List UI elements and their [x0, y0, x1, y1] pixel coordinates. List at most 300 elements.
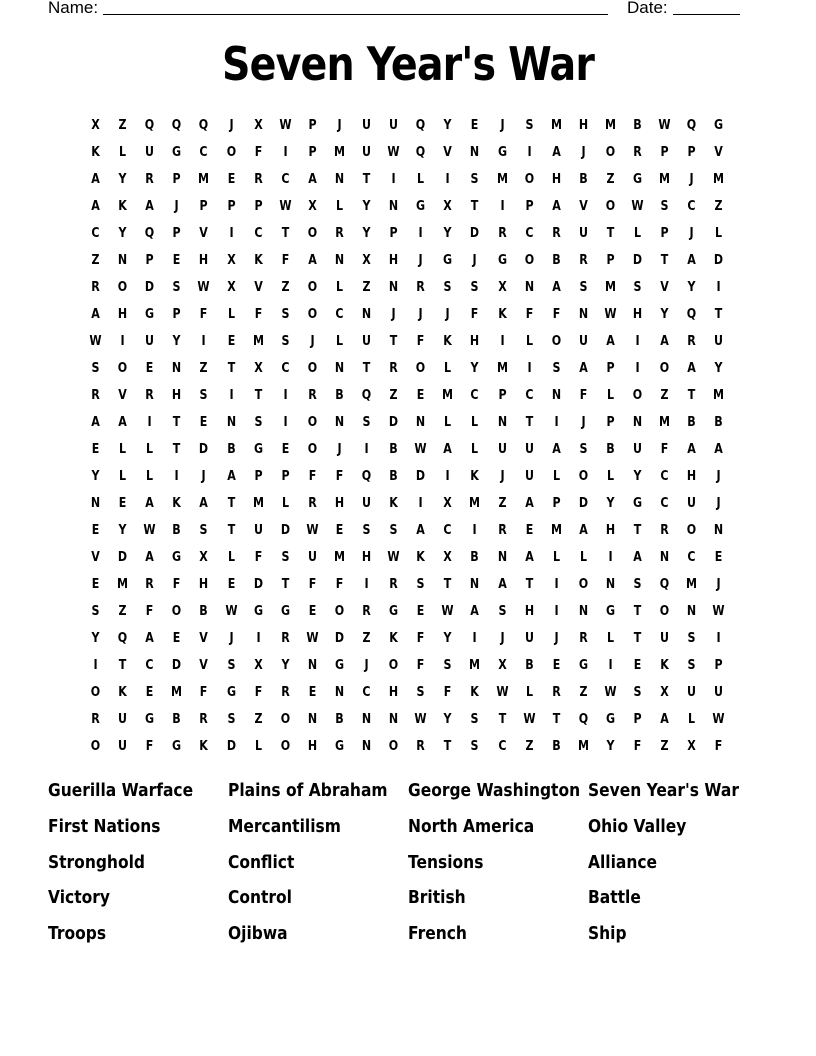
grid-letter: E: [308, 604, 317, 619]
grid-letter: R: [335, 226, 344, 241]
grid-letter: N: [524, 280, 534, 295]
grid-letter: Z: [91, 253, 100, 268]
grid-letter: U: [524, 469, 534, 484]
grid-letter: M: [686, 577, 698, 592]
grid-letter: G: [605, 712, 615, 727]
grid-letter: O: [524, 172, 534, 187]
grid-letter: I: [174, 469, 179, 484]
grid-letter: K: [91, 145, 100, 160]
grid-letter: F: [552, 307, 560, 322]
grid-letter: U: [362, 118, 371, 133]
grid-letter: P: [172, 307, 181, 322]
grid-letter: B: [551, 253, 561, 268]
grid-letter: B: [226, 442, 236, 457]
grid-letter: J: [499, 631, 505, 646]
grid-letter: N: [388, 280, 399, 295]
grid-letter: M: [117, 577, 129, 592]
grid-letter: N: [659, 550, 670, 565]
grid-letter: D: [145, 280, 155, 295]
grid-letter: B: [551, 739, 561, 754]
grid-letter: C: [660, 469, 669, 484]
grid-letter: N: [687, 604, 697, 619]
grid-letter: Z: [118, 604, 127, 619]
word-list-item: Conflict: [228, 851, 295, 873]
grid-letter: E: [633, 658, 642, 673]
name-label: Name:: [48, 0, 99, 17]
grid-letter: F: [308, 469, 317, 484]
grid-letter: A: [551, 199, 561, 214]
grid-letter: I: [445, 172, 450, 187]
grid-letter: J: [716, 496, 721, 511]
grid-letter: S: [281, 334, 290, 349]
grid-letter: N: [334, 685, 345, 700]
grid-letter: G: [145, 307, 155, 322]
grid-letter: S: [687, 658, 696, 673]
grid-letter: P: [633, 712, 642, 727]
grid-letter: E: [227, 577, 235, 592]
grid-letter: L: [471, 415, 479, 430]
grid-letter: O: [388, 739, 399, 754]
grid-letter: W: [658, 118, 671, 133]
grid-letter: X: [497, 658, 507, 673]
grid-letter: D: [416, 469, 426, 484]
grid-letter: Z: [579, 685, 588, 700]
grid-letter: F: [471, 307, 479, 322]
grid-letter: T: [687, 388, 696, 403]
grid-letter: Z: [199, 361, 208, 376]
grid-letter: R: [280, 631, 290, 646]
grid-letter: A: [91, 307, 100, 322]
grid-letter: M: [550, 523, 562, 538]
grid-letter: I: [554, 415, 559, 430]
grid-letter: Y: [443, 226, 452, 241]
grid-letter: V: [714, 145, 724, 160]
grid-letter: W: [306, 631, 319, 646]
word-list-item: Mercantilism: [228, 815, 341, 837]
grid-letter: J: [689, 226, 694, 241]
grid-letter: H: [117, 307, 128, 322]
grid-letter: E: [308, 685, 317, 700]
grid-letter: X: [362, 253, 371, 268]
grid-letter: I: [201, 334, 206, 349]
grid-letter: M: [198, 172, 210, 187]
grid-letter: K: [443, 334, 453, 349]
word-list-item: Ship: [588, 923, 627, 945]
grid-letter: P: [389, 226, 398, 241]
grid-letter: O: [415, 361, 426, 376]
grid-letter: X: [253, 361, 263, 376]
grid-letter: S: [362, 523, 371, 538]
grid-letter: D: [226, 739, 236, 754]
grid-letter: S: [389, 523, 398, 538]
grid-letter: X: [253, 118, 263, 133]
grid-row: [82, 166, 734, 193]
grid-letter: G: [172, 550, 182, 565]
grid-letter: L: [471, 442, 479, 457]
grid-letter: N: [551, 388, 561, 403]
grid-letter: J: [337, 442, 342, 457]
grid-letter: K: [470, 685, 480, 700]
grid-letter: L: [525, 685, 533, 700]
grid-letter: S: [91, 604, 100, 619]
grid-letter: Y: [91, 631, 100, 646]
grid-letter: X: [91, 118, 100, 133]
grid-letter: W: [712, 604, 725, 619]
grid-letter: S: [443, 280, 452, 295]
grid-letter: J: [201, 469, 206, 484]
grid-letter: G: [253, 442, 263, 457]
grid-letter: A: [551, 442, 561, 457]
grid-letter: B: [633, 118, 642, 133]
grid-letter: J: [310, 334, 315, 349]
grid-letter: A: [416, 523, 425, 538]
grid-letter: Q: [361, 388, 372, 403]
grid-letter: B: [524, 658, 534, 673]
grid-letter: T: [281, 226, 289, 241]
word-list-item: Control: [228, 887, 293, 909]
grid-letter: K: [118, 685, 127, 700]
grid-letter: L: [281, 496, 289, 511]
grid-letter: P: [172, 172, 181, 187]
grid-letter: T: [606, 226, 615, 241]
grid-letter: O: [307, 415, 317, 430]
grid-letter: R: [91, 388, 100, 403]
grid-letter: N: [578, 604, 588, 619]
grid-letter: P: [660, 226, 669, 241]
grid-letter: L: [688, 712, 696, 727]
grid-letter: Z: [497, 496, 507, 511]
grid-letter: M: [577, 739, 589, 754]
grid-letter: X: [443, 550, 453, 565]
grid-letter: A: [687, 361, 696, 376]
grid-row: [82, 274, 734, 301]
grid-letter: N: [605, 577, 616, 592]
grid-letter: D: [334, 631, 344, 646]
grid-letter: L: [119, 442, 127, 457]
grid-row: [82, 301, 734, 328]
grid-letter: Z: [660, 739, 669, 754]
grid-letter: T: [525, 415, 533, 430]
grid-letter: B: [172, 523, 182, 538]
grid-letter: U: [118, 712, 128, 727]
grid-letter: L: [335, 199, 343, 214]
grid-letter: N: [226, 415, 236, 430]
grid-letter: E: [525, 523, 533, 538]
grid-letter: O: [578, 469, 588, 484]
grid-letter: O: [117, 361, 128, 376]
grid-letter: P: [525, 199, 534, 214]
grid-letter: M: [550, 118, 562, 133]
grid-letter: R: [362, 604, 371, 619]
grid-letter: Q: [144, 118, 155, 133]
grid-letter: G: [253, 604, 263, 619]
grid-letter: G: [632, 496, 643, 511]
grid-row: [82, 112, 734, 139]
grid-letter: C: [443, 523, 452, 538]
grid-letter: H: [199, 577, 209, 592]
date-label: Date:: [627, 0, 668, 17]
grid-letter: L: [335, 280, 343, 295]
grid-letter: T: [227, 523, 235, 538]
grid-letter: M: [333, 550, 345, 565]
grid-letter: Y: [443, 712, 452, 727]
grid-row: [82, 247, 734, 274]
header: [48, 0, 748, 20]
grid-letter: J: [418, 307, 423, 322]
letter-grid: [82, 112, 734, 760]
grid-letter: E: [173, 631, 181, 646]
grid-letter: J: [228, 631, 234, 646]
grid-letter: E: [200, 415, 208, 430]
grid-letter: O: [90, 739, 101, 754]
grid-letter: Q: [415, 145, 426, 160]
grid-letter: R: [145, 577, 154, 592]
grid-letter: U: [389, 118, 399, 133]
grid-letter: F: [254, 685, 262, 700]
grid-letter: O: [307, 226, 317, 241]
grid-letter: Y: [660, 307, 669, 322]
grid-letter: G: [578, 658, 588, 673]
grid-letter: Q: [686, 118, 697, 133]
grid-letter: P: [660, 145, 669, 160]
grid-letter: V: [253, 280, 263, 295]
grid-letter: M: [604, 118, 616, 133]
grid-letter: R: [145, 388, 154, 403]
grid-letter: O: [551, 334, 561, 349]
grid-letter: I: [716, 280, 721, 295]
grid-letter: J: [174, 199, 179, 214]
word-list-item: Alliance: [588, 851, 658, 873]
grid-letter: A: [579, 361, 588, 376]
grid-letter: O: [90, 685, 101, 700]
grid-letter: K: [199, 739, 209, 754]
grid-letter: X: [308, 199, 317, 214]
grid-letter: S: [281, 307, 290, 322]
grid-letter: S: [416, 685, 425, 700]
grid-letter: N: [117, 253, 128, 268]
grid-letter: A: [606, 334, 615, 349]
grid-letter: F: [715, 739, 723, 754]
grid-letter: T: [715, 307, 723, 322]
grid-letter: W: [604, 307, 617, 322]
grid-letter: P: [687, 145, 696, 160]
word-list-item: George Washington: [408, 780, 581, 801]
grid-letter: G: [497, 145, 507, 160]
grid-letter: O: [388, 658, 399, 673]
grid-letter: H: [605, 523, 616, 538]
grid-letter: K: [416, 550, 425, 565]
grid-letter: T: [552, 712, 560, 727]
grid-letter: X: [687, 739, 696, 754]
grid-letter: R: [497, 226, 507, 241]
grid-letter: Y: [606, 739, 615, 754]
grid-letter: N: [388, 199, 399, 214]
grid-letter: U: [524, 631, 534, 646]
grid-letter: N: [714, 523, 724, 538]
grid-letter: R: [687, 334, 696, 349]
grid-letter: L: [552, 550, 560, 565]
grid-letter: V: [199, 631, 209, 646]
grid-letter: N: [497, 415, 507, 430]
grid-letter: K: [389, 631, 398, 646]
grid-letter: N: [334, 172, 345, 187]
grid-letter: X: [443, 496, 453, 511]
grid-letter: R: [91, 712, 100, 727]
grid-letter: M: [469, 658, 481, 673]
grid-letter: J: [499, 469, 505, 484]
grid-letter: C: [281, 361, 290, 376]
grid-letter: M: [333, 145, 345, 160]
grid-letter: T: [471, 199, 479, 214]
grid-letter: H: [334, 496, 345, 511]
grid-letter: A: [714, 442, 724, 457]
grid-letter: I: [499, 199, 505, 214]
grid-letter: O: [605, 145, 616, 160]
word-list-item: Troops: [48, 923, 107, 945]
grid-letter: U: [524, 442, 534, 457]
grid-letter: I: [499, 334, 505, 349]
grid-letter: P: [606, 415, 615, 430]
grid-letter: Z: [362, 280, 371, 295]
grid-letter: A: [226, 469, 236, 484]
grid-letter: O: [172, 604, 182, 619]
grid-letter: G: [172, 145, 182, 160]
grid-letter: F: [254, 145, 262, 160]
grid-letter: K: [470, 469, 480, 484]
grid-letter: C: [362, 685, 371, 700]
grid-letter: W: [279, 199, 292, 214]
grid-letter: G: [443, 253, 453, 268]
grid-letter: Y: [118, 523, 127, 538]
grid-letter: S: [470, 712, 479, 727]
grid-letter: R: [145, 172, 154, 187]
grid-letter: K: [118, 199, 127, 214]
grid-letter: K: [389, 496, 398, 511]
grid-letter: U: [714, 334, 724, 349]
grid-letter: H: [199, 253, 209, 268]
grid-letter: I: [391, 172, 396, 187]
grid-letter: A: [145, 631, 154, 646]
grid-letter: W: [387, 550, 400, 565]
grid-letter: F: [145, 604, 154, 619]
grid-row: [82, 490, 734, 517]
grid-letter: G: [226, 685, 236, 700]
grid-letter: J: [445, 307, 450, 322]
grid-letter: F: [525, 307, 533, 322]
grid-letter: B: [579, 172, 588, 187]
grid-letter: S: [633, 577, 642, 592]
grid-letter: S: [254, 415, 263, 430]
grid-letter: Q: [659, 577, 670, 592]
grid-row: [82, 328, 734, 355]
grid-letter: S: [416, 577, 425, 592]
grid-letter: M: [252, 496, 264, 511]
grid-letter: Q: [686, 307, 697, 322]
grid-letter: R: [579, 253, 588, 268]
grid-letter: X: [226, 280, 236, 295]
grid-letter: E: [552, 658, 560, 673]
grid-letter: R: [389, 577, 398, 592]
grid-letter: J: [364, 658, 369, 673]
grid-letter: A: [145, 550, 154, 565]
grid-letter: P: [606, 361, 615, 376]
grid-letter: S: [362, 415, 371, 430]
grid-letter: E: [416, 388, 425, 403]
grid-letter: J: [391, 307, 396, 322]
grid-letter: M: [496, 172, 508, 187]
grid-letter: R: [633, 145, 642, 160]
grid-letter: X: [497, 280, 507, 295]
grid-letter: P: [714, 658, 723, 673]
grid-letter: I: [283, 415, 288, 430]
grid-letter: U: [633, 442, 642, 457]
grid-letter: F: [281, 253, 289, 268]
grid-letter: L: [606, 631, 614, 646]
page-title: Seven Year's War: [221, 37, 595, 91]
grid-letter: Q: [172, 118, 182, 133]
grid-letter: I: [554, 577, 559, 592]
grid-letter: U: [118, 739, 128, 754]
grid-letter: F: [254, 307, 262, 322]
grid-letter: L: [579, 550, 587, 565]
grid-letter: O: [117, 280, 128, 295]
grid-letter: N: [632, 415, 643, 430]
grid-letter: M: [713, 388, 725, 403]
grid-letter: I: [554, 604, 559, 619]
word-list-item: North America: [408, 815, 535, 837]
grid-letter: I: [635, 361, 640, 376]
grid-letter: Q: [415, 118, 426, 133]
grid-letter: G: [714, 118, 724, 133]
grid-letter: E: [145, 685, 154, 700]
grid-letter: E: [227, 172, 235, 187]
grid-letter: D: [388, 415, 399, 430]
grid-letter: C: [91, 226, 100, 241]
grid-letter: L: [417, 172, 425, 187]
grid-letter: U: [578, 334, 588, 349]
grid-letter: S: [579, 280, 588, 295]
grid-letter: V: [199, 226, 209, 241]
grid-letter: T: [281, 577, 289, 592]
grid-letter: O: [307, 442, 317, 457]
grid-letter: S: [660, 199, 669, 214]
grid-letter: W: [279, 118, 292, 133]
grid-letter: H: [172, 388, 182, 403]
grid-row: [82, 679, 734, 706]
grid-letter: O: [605, 199, 616, 214]
grid-letter: Z: [660, 388, 669, 403]
grid-letter: D: [117, 550, 128, 565]
grid-letter: C: [660, 496, 669, 511]
grid-letter: V: [579, 199, 588, 214]
grid-letter: A: [91, 415, 100, 430]
grid-letter: I: [472, 523, 477, 538]
grid-letter: S: [579, 442, 588, 457]
grid-letter: U: [660, 631, 670, 646]
grid-letter: V: [118, 388, 127, 403]
grid-letter: O: [280, 712, 290, 727]
grid-letter: T: [444, 739, 452, 754]
grid-letter: L: [715, 226, 723, 241]
grid-letter: H: [551, 172, 561, 187]
grid-letter: J: [418, 253, 423, 268]
grid-letter: J: [689, 172, 694, 187]
grid-letter: A: [579, 523, 588, 538]
grid-letter: M: [442, 388, 454, 403]
grid-letter: T: [227, 361, 235, 376]
grid-letter: T: [633, 631, 642, 646]
grid-letter: L: [606, 469, 614, 484]
